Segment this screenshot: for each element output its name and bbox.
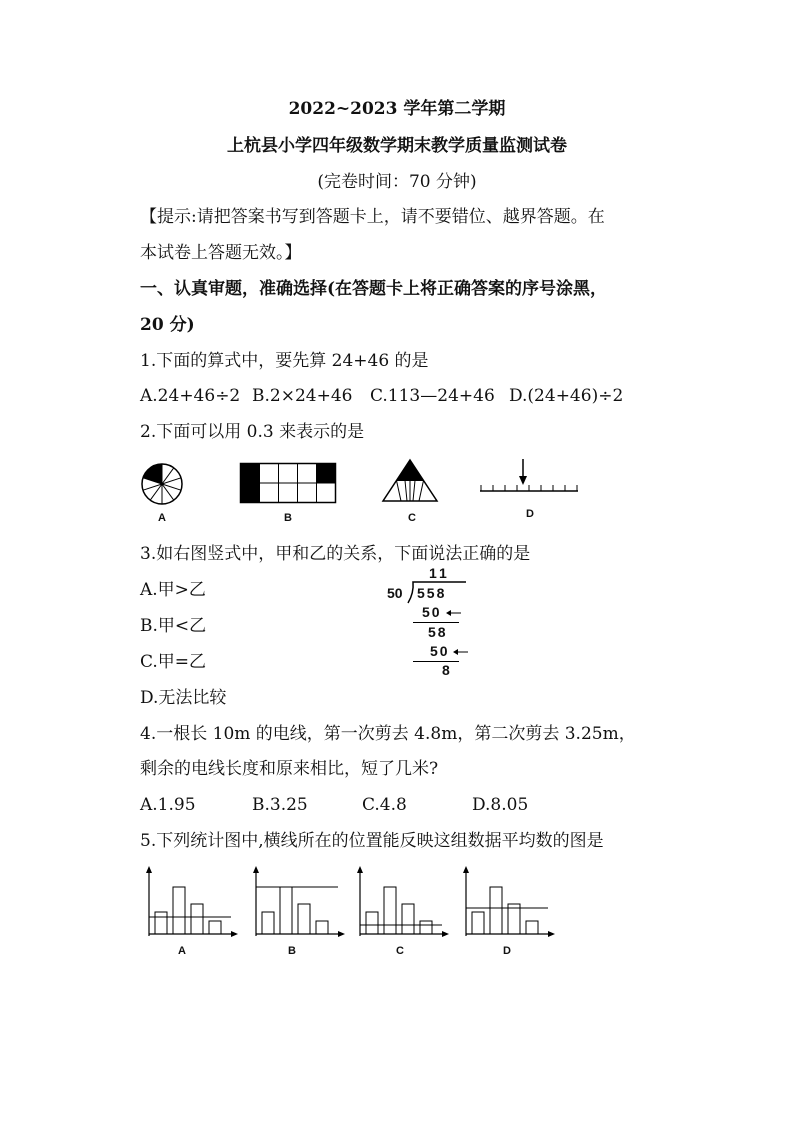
q2-figure-c-label: C bbox=[408, 512, 416, 524]
division-quotient: 11 bbox=[429, 565, 450, 581]
q3-option-b: B.甲<乙 bbox=[140, 616, 207, 636]
q3-division-figure bbox=[384, 565, 474, 680]
notice-line-1: 【提示:请把答案书写到答题卡上，请不要错位、越界答题。在 bbox=[140, 207, 605, 227]
q1-option-d: D.(24+46)÷2 bbox=[509, 386, 624, 406]
section-1-points: 20 分) bbox=[140, 315, 195, 335]
division-step-2: 50 bbox=[430, 643, 450, 659]
q2-figure-d-label: D bbox=[526, 508, 534, 520]
q2-figure-a-circle bbox=[140, 462, 184, 506]
exam-term: 2022~2023 学年第二学期 bbox=[288, 99, 506, 119]
division-rule-2 bbox=[413, 661, 459, 662]
q3-stem: 3.如右图竖式中，甲和乙的关系，下面说法正确的是 bbox=[140, 544, 531, 564]
division-rule-1 bbox=[413, 622, 459, 623]
q4-stem-line-2: 剩余的电线长度和原来相比，短了几米? bbox=[140, 759, 439, 779]
q3-option-a: A.甲>乙 bbox=[140, 580, 206, 600]
division-step-1: 50 bbox=[422, 604, 442, 620]
division-remainder-2: 8 bbox=[442, 662, 450, 678]
q5-chart-d-label: D bbox=[503, 945, 511, 957]
q5-chart-d bbox=[460, 866, 555, 938]
q4-stem-line-1: 4.一根长 10m 的电线，第一次剪去 4.8m，第二次剪去 3.25m， bbox=[140, 724, 636, 744]
division-remainder-1: 58 bbox=[428, 624, 448, 640]
q2-figure-d-number-line bbox=[478, 458, 582, 498]
division-dividend: 558 bbox=[417, 585, 447, 601]
q4-option-d: D.8.05 bbox=[472, 795, 529, 815]
q3-option-d: D.无法比较 bbox=[140, 688, 227, 708]
q5-chart-b bbox=[250, 866, 345, 938]
q4-option-c: C.4.8 bbox=[362, 795, 407, 815]
division-divisor: 50 bbox=[387, 585, 403, 601]
exam-time: (完卷时间：70 分钟) bbox=[317, 172, 477, 192]
q5-stem: 5.下列统计图中,横线所在的位置能反映这组数据平均数的图是 bbox=[140, 831, 604, 851]
q3-option-c: C.甲=乙 bbox=[140, 652, 207, 672]
q5-chart-c-label: C bbox=[396, 945, 404, 957]
q5-chart-a bbox=[143, 866, 238, 938]
q1-option-a: A.24+46÷2 bbox=[140, 386, 241, 406]
q2-figure-b-grid bbox=[240, 463, 336, 503]
q1-option-c: C.113—24+46 bbox=[370, 386, 495, 406]
q1-option-b: B.2×24+46 bbox=[252, 386, 353, 406]
arrow-left-icon bbox=[453, 648, 469, 656]
q5-chart-c bbox=[354, 866, 449, 938]
q1-stem: 1.下面的算式中，要先算 24+46 的是 bbox=[140, 351, 429, 371]
q4-option-b: B.3.25 bbox=[252, 795, 308, 815]
q5-chart-a-label: A bbox=[178, 945, 186, 957]
section-1-heading: 一、认真审题，准确选择(在答题卡上将正确答案的序号涂黑， bbox=[140, 279, 608, 299]
notice-line-2: 本试卷上答题无效。】 bbox=[140, 243, 302, 263]
q2-figure-a-label: A bbox=[158, 512, 166, 524]
q4-option-a: A.1.95 bbox=[140, 795, 196, 815]
q2-figure-b-label: B bbox=[284, 512, 292, 524]
exam-title: 上杭县小学四年级数学期末教学质量监测试卷 bbox=[227, 136, 567, 156]
q5-chart-b-label: B bbox=[288, 945, 296, 957]
arrow-left-icon bbox=[446, 609, 462, 617]
q2-figure-c-triangle bbox=[381, 459, 439, 503]
q2-stem: 2.下面可以用 0.3 来表示的是 bbox=[140, 422, 365, 442]
